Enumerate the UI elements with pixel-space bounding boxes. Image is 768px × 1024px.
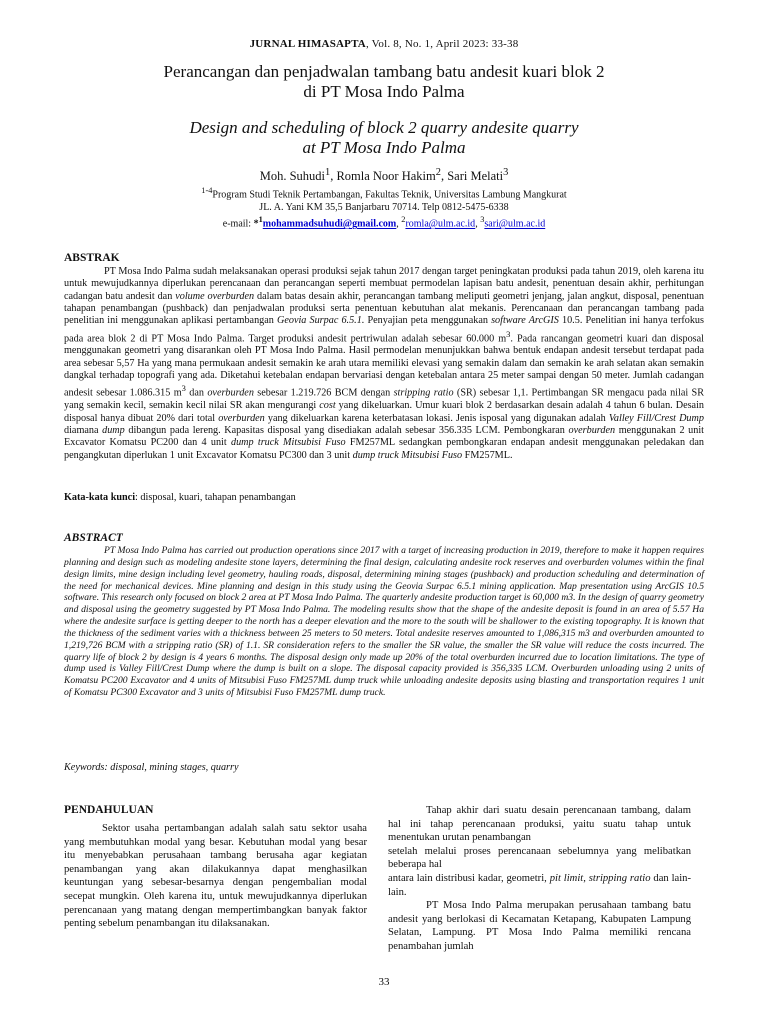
abstrak-heading: ABSTRAK: [64, 252, 120, 264]
email-link-3[interactable]: sari@ulm.ac.id: [484, 218, 546, 230]
affiliation-sup: 1-4: [201, 186, 213, 195]
author-2: , Romla Noor Hakim: [330, 169, 436, 184]
author-3-sup: 3: [503, 167, 509, 178]
title-en-line1: Design and scheduling of block 2 quarry andesite quarry: [189, 118, 579, 137]
kata-kunci-label: Kata-kata kunci: [64, 492, 136, 503]
affiliation-text: Program Studi Teknik Pertambangan, Fakultas Teknik, Universitas Lambung Mangkurat: [212, 189, 567, 201]
affiliation-block: [0, 185, 768, 231]
pendahuluan-paragraph-1: Sektor usaha pertambangan adalah salah satu sektor usaha yang membutuhkan modal yang besar. Kebutuhan modal yang besar itu menyebabkan perusahaan tambang berusaha agar kegiatan penambangan yang akan dilakukannya dapat menghasilkan keuntungan yang sebesar-besarnya dengan pengembalian modal secepat mungkin. Oleh karena itu, untuk mewujudkannya diperlukan perencanaan yang matang dengan mempertimbangkan banyak faktor penting sebelum penambangan itu dilaksanakan.: [64, 823, 367, 930]
email-separator-2: ,: [475, 218, 481, 230]
right-paragraph-1c: antara lain distribusi kadar, geometri, pit limit, stripping ratio dan lain-lain.: [388, 872, 692, 898]
journal-issue: , Vol. 8, No. 1, April 2023: 33-38: [365, 38, 519, 50]
kata-kunci: [64, 492, 704, 503]
email-link-1[interactable]: mohammadsuhudi@gmail.com: [262, 218, 397, 230]
author-1: Moh. Suhudi: [259, 169, 325, 184]
author-list: [0, 167, 768, 184]
right-paragraph-1: Tahap akhir dari suatu desain perencanaan tambang, dalam hal ini tahap perencanaan produksi, yaitu suatu tahap untuk menentukan urutan penambangan: [388, 805, 691, 844]
email-1-sup: 1: [258, 215, 263, 225]
email-1-prefix: *: [253, 218, 259, 230]
title-indonesian: [60, 62, 708, 102]
journal-header: [0, 38, 768, 50]
journal-name: JURNAL HIMASAPTA: [249, 38, 366, 50]
email-3-sup: 3: [480, 215, 485, 225]
right-column: [388, 804, 691, 954]
title-id-line2: di PT Mosa Indo Palma: [303, 82, 465, 101]
title-en-line2: at PT Mosa Indo Palma: [302, 138, 466, 157]
abstract-paragraph: PT Mosa Indo Palma has carried out production operations since 2017 with a target of increasing production in 2019, therefore to make it happen requires planning and design such as modeling andesite stone layers, determining the final design, calculating andesite rock reserves and overburden volumes within the final design limits, mine design including level geometry, hauling roads, disposal, determining mining stages (pushback) and production scheduling and determination of the need for mechanical devices. Mine planning and design in this study using the Geovia Surpac 6.5.1 mining application. Map presentation using ArcGIS 10.5 software. This research only focused on block 2 area at PT Mosa Indo Palma. The quarterly andesite production target is 60,000 m3. In the design of quarry geometry and disposal using the geometry suggested by PT Mosa Indo Palma. The modeling results show that the shape of the andesite deposit is found in an area of 5.57 Ha where the andesite surface is getting deeper to the north has a deeper elevation and the more to the south will be shallower to the existing topography. It is known that the thickness of the sediment varies with a thickness between 25 meters to 50 meters. Total andesite reserves amounted to 1,086,315 m3 and overburden amounted to 1,219,726 BCM with a stripping ratio (SR) of 1.1. SR consideration refers to the smaller the SR value, the smaller the SR value will reduce the costs incurred. The quarry life of block 2 by design is 4 years 6 months. The disposal design only made up 20% of the total overburden incurred due to location limitations. The type of dump used is Valley Fill/Crest Dump where the dump is built on a slope. The disposal capacity provided is 356,335 LCM. Overburden unloading using 2 units of Komatsu PC200 Excavator and 4 units of Mitsubisi Fuso FM257ML dump truck while unloading andesite deposits using blasting and transportation requires 1 unit of Komatsu PC300 Excavator and 3 units of Mitsubisi Fuso FM257ML dump truck.: [64, 545, 704, 699]
abstrak-body: [64, 266, 704, 462]
author-3: , Sari Melati: [440, 169, 504, 184]
email-line: [0, 214, 768, 231]
email-link-2[interactable]: romla@ulm.ac.id: [405, 218, 476, 230]
right-paragraph-1b: setelah melalui proses perencanaan sebelumnya yang melibatkan beberapa hal: [388, 845, 691, 871]
author-1-sup: 1: [325, 167, 331, 178]
abstrak-paragraph: PT Mosa Indo Palma sudah melaksanakan operasi produksi sejak tahun 2017 dengan target peningkatan produksi pada tahun 2019, oleh karena itu untuk mewujudkannya diperlukan perencanaan dan perancangan seperti membuat permodelan lapisan batu andesit, penentuan desain akhir, perhitungan cadangan batu andesit dan volume overburden dalam batas desain akhir, perancangan tambang meliputi geometri jenjang, jalan angkut, disposal, penentuan tahapan penambangan (pushback) dan penjadwalan produksi serta penentuan kebutuhan alat mekanis. Perencanaan dan perancangan tambang pada penelitian ini menggunakan aplikasi pertambangan Geovia Surpac 6.5.1. Penyajian peta menggunakan software ArcGIS 10.5. Penelitian ini hanya terfokus pada area blok 2 di PT Mosa Indo Palma. Target produksi andesit pertriwulan adalah sebesar 60.000 $m^3$. Pada rancangan geometri kuari dan disposal menggunakan geometri yang disarankan oleh PT Mosa Indo Palma. Hasil permodelan menunjukkan bahwa bentuk endapan andesit tersebut terdapat pada area sebesar 5,57 Ha yang mana permukaan andesit semakin ke arah utara memiliki elevasi yang semakin dalam dan semakin ke arah selatan akan semakin dangkal terhadap topografi yang ada. Diketahui ketebalan endapan bervariasi dengan ketebalan antara 25 meter sampai dengan 50 meter. Jumlah cadangan andesit sebesar 1.086.315 $m^3$ dan overburden sebesar 1.219.726 BCM dengan stripping ratio (SR) sebesar 1,1. Pertimbangan SR mengacu pada nilai SR yang semakin kecil, semakin kecil nilai SR akan mengurangi cost yang dikeluarkan. Umur kuari blok 2 berdasarkan desain adalah 4 tahun 6 bulan. Desain disposal hanya dibuat 20% dari total overburden yang dikeluarkan karena keterbatasan lokasi. Jenis isposal yang digunakan adalah Valley Fill/Crest Dump diamana dump dibangun pada lereng. Kapasitas disposal yang disediakan adalah sebesar 356.335 LCM. Pembongkaran overburden menggunakan 2 unit Excavator Komatsu PC200 dan 4 unit dump truck Mitsubisi Fuso FM257ML sedangkan pembongkaran endapan andesit menggunakan peledakan dan pengangkutan diperlukan 1 unit Excavator Komatsu PC300 dan 3 unit dump truck Mitsubisi Fuso FM257ML.: [64, 266, 705, 461]
keywords-english: Keywords: disposal, mining stages, quarry: [64, 762, 239, 773]
author-2-sup: 2: [435, 167, 441, 178]
pendahuluan-heading: PENDAHULUAN: [64, 804, 154, 816]
abstract-heading: ABSTRACT: [64, 532, 123, 544]
affiliation-address: JL. A. Yani KM 35,5 Banjarbaru 70714. Telp 0812-5475-6338: [259, 201, 509, 213]
email-label: e-mail:: [222, 218, 254, 230]
email-separator-1: ,: [396, 218, 402, 230]
email-2-sup: 2: [401, 215, 406, 225]
right-paragraph-2: PT Mosa Indo Palma merupakan perusahaan tambang batu andesit yang berlokasi di Kecamatan Ketapang, Kabupaten Lampung Selatan, Lampung. PT Mosa Indo Palma memiliki rencana penambahan jumlah: [388, 900, 691, 952]
title-english: [60, 118, 708, 158]
page-number: 33: [378, 976, 390, 988]
title-id-line1: Perancangan dan penjadwalan tambang batu andesit kuari blok 2: [163, 62, 605, 81]
affiliation-program: [0, 185, 768, 202]
abstract-body: [64, 545, 704, 699]
left-column: [64, 822, 367, 931]
kata-kunci-text: : disposal, kuari, tahapan penambangan: [135, 492, 296, 503]
